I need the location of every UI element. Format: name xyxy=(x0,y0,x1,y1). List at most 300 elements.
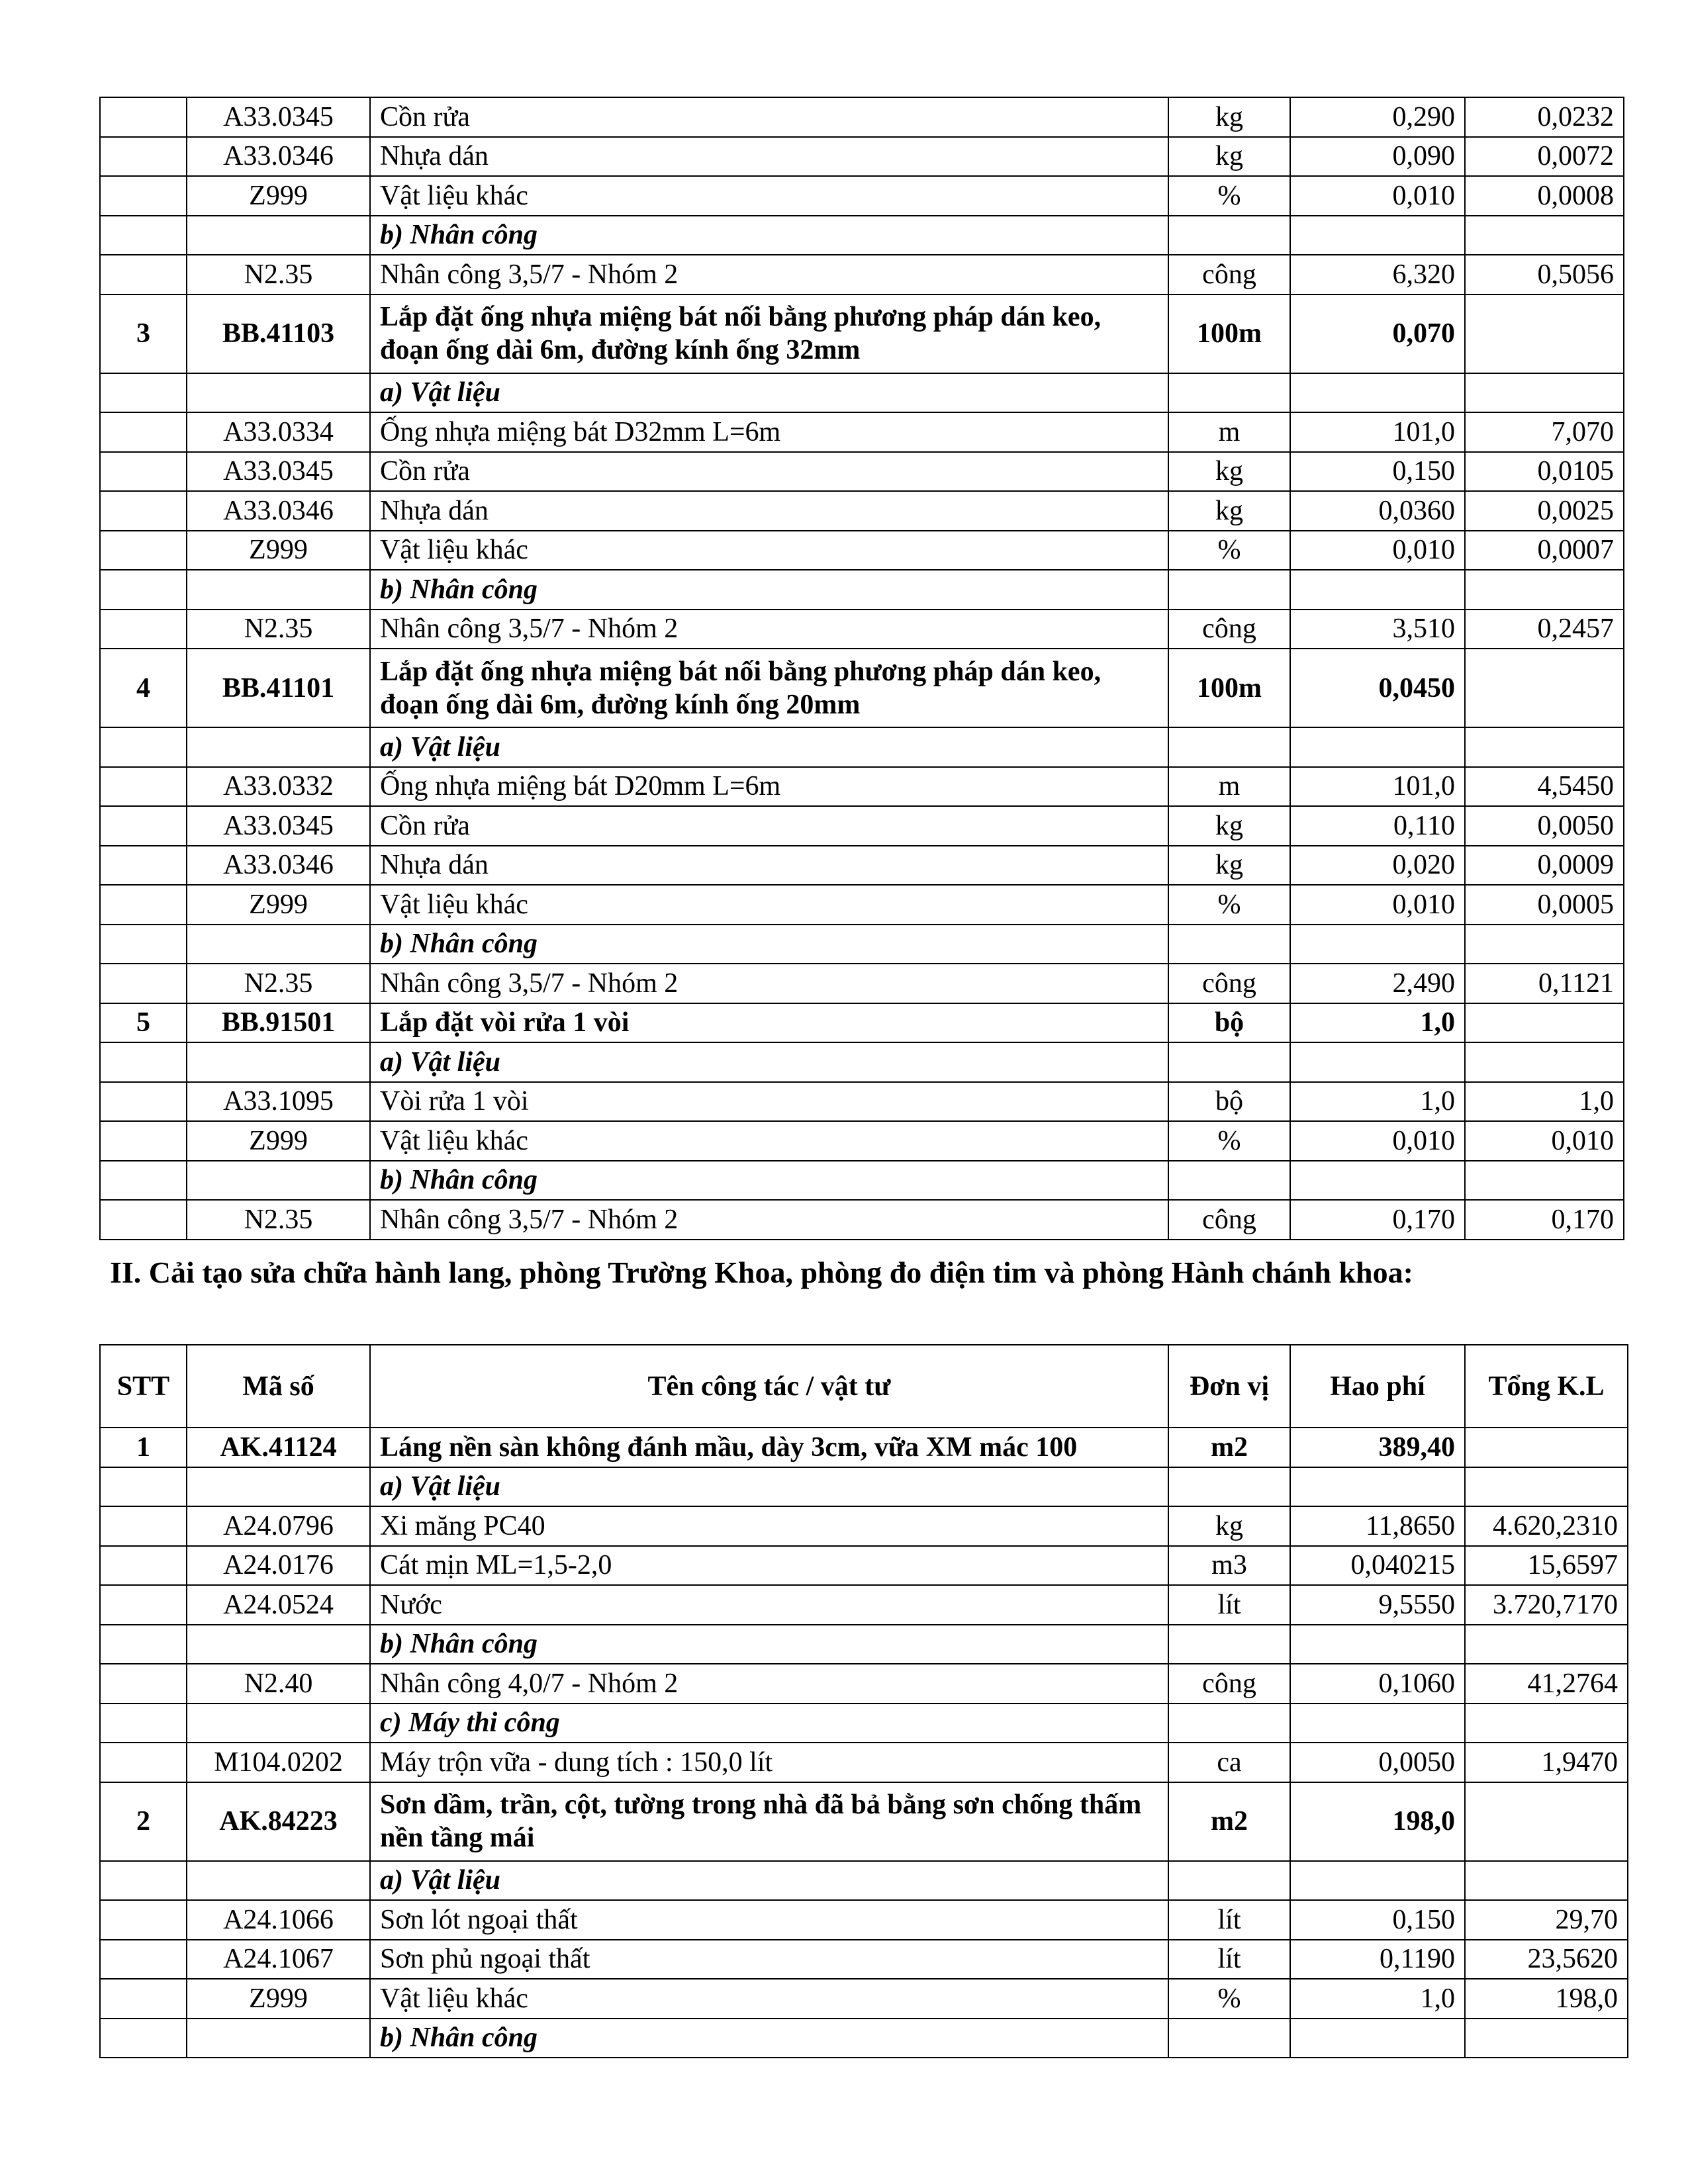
cell-name: c) Máy thi công xyxy=(370,1704,1168,1743)
cell-total: 3.720,7170 xyxy=(1465,1585,1628,1625)
cell-stt xyxy=(100,806,187,846)
cell-rate xyxy=(1290,2019,1465,2058)
cell-stt xyxy=(100,1743,187,1782)
cell-unit xyxy=(1168,1861,1290,1901)
cell-rate: 3,510 xyxy=(1290,610,1465,649)
cell-stt xyxy=(100,1664,187,1704)
cell-rate xyxy=(1290,1704,1465,1743)
cell-code xyxy=(187,1042,370,1082)
cell-code: A33.0345 xyxy=(187,806,370,846)
cell-unit: lít xyxy=(1168,1940,1290,1979)
cell-unit: kg xyxy=(1168,452,1290,492)
cell-name: Máy trộn vữa - dung tích : 150,0 lít xyxy=(370,1743,1168,1782)
cell-total: 4.620,2310 xyxy=(1465,1506,1628,1546)
cell-stt xyxy=(100,1585,187,1625)
cell-total: 0,0105 xyxy=(1465,452,1624,492)
cell-code: A33.0346 xyxy=(187,491,370,531)
section-row xyxy=(100,727,1624,767)
cell-name: Nhân công 3,5/7 - Nhóm 2 xyxy=(370,964,1168,1003)
cell-rate: 11,8650 xyxy=(1290,1506,1465,1546)
cell-rate: 6,320 xyxy=(1290,255,1465,295)
table-row xyxy=(100,1979,1628,2019)
cell-name: Láng nền sàn không đánh mầu, dày 3cm, vữa XM mác 100 xyxy=(370,1428,1168,1467)
cell-name: Ống nhựa miệng bát D20mm L=6m xyxy=(370,767,1168,807)
header-rate: Hao phí xyxy=(1290,1345,1465,1428)
cell-rate: 0,090 xyxy=(1290,137,1465,177)
cell-stt: 2 xyxy=(100,1782,187,1861)
cell-rate: 1,0 xyxy=(1290,1082,1465,1122)
section-row xyxy=(100,216,1624,255)
cell-stt xyxy=(100,1467,187,1507)
cell-rate: 0,070 xyxy=(1290,295,1465,373)
cell-total: 0,0025 xyxy=(1465,491,1624,531)
cell-stt xyxy=(100,1940,187,1979)
cell-rate xyxy=(1290,373,1465,413)
cell-unit xyxy=(1168,925,1290,964)
table-row xyxy=(100,1664,1628,1704)
cell-unit: % xyxy=(1168,531,1290,570)
task-row xyxy=(100,295,1624,373)
cell-stt: 5 xyxy=(100,1003,187,1043)
cell-name: b) Nhân công xyxy=(370,570,1168,610)
cell-stt xyxy=(100,1121,187,1161)
table-header-row xyxy=(100,1345,1628,1428)
cell-name: a) Vật liệu xyxy=(370,373,1168,413)
cell-unit: m xyxy=(1168,412,1290,452)
cell-code: Z999 xyxy=(187,1979,370,2019)
cell-unit xyxy=(1168,1704,1290,1743)
section-row xyxy=(100,1467,1628,1507)
cell-total xyxy=(1465,373,1624,413)
cell-rate: 0,150 xyxy=(1290,452,1465,492)
table-row xyxy=(100,885,1624,925)
cell-stt xyxy=(100,1861,187,1901)
cell-total: 41,2764 xyxy=(1465,1664,1628,1704)
cell-code xyxy=(187,1161,370,1201)
cell-name: Vật liệu khác xyxy=(370,1121,1168,1161)
cell-stt: 3 xyxy=(100,295,187,373)
cell-code xyxy=(187,1861,370,1901)
cell-rate: 0,170 xyxy=(1290,1200,1465,1240)
cell-rate: 389,40 xyxy=(1290,1428,1465,1467)
task-row xyxy=(100,1782,1628,1861)
cell-rate: 0,1060 xyxy=(1290,1664,1465,1704)
cell-total: 0,1121 xyxy=(1465,964,1624,1003)
cell-stt xyxy=(100,1704,187,1743)
cell-stt xyxy=(100,255,187,295)
cell-total: 0,0050 xyxy=(1465,806,1624,846)
cell-name: b) Nhân công xyxy=(370,216,1168,255)
cell-name: Cồn rửa xyxy=(370,452,1168,492)
cell-unit xyxy=(1168,1042,1290,1082)
cell-code xyxy=(187,373,370,413)
cell-code xyxy=(187,570,370,610)
cell-total: 1,0 xyxy=(1465,1082,1624,1122)
cell-rate: 0,110 xyxy=(1290,806,1465,846)
cell-total: 198,0 xyxy=(1465,1979,1628,2019)
cell-rate: 0,0050 xyxy=(1290,1743,1465,1782)
cell-code: A33.0346 xyxy=(187,137,370,177)
cell-unit: % xyxy=(1168,885,1290,925)
table-row xyxy=(100,412,1624,452)
cell-rate xyxy=(1290,727,1465,767)
cell-name: Nhân công 4,0/7 - Nhóm 2 xyxy=(370,1664,1168,1704)
cell-total: 0,0008 xyxy=(1465,176,1624,216)
cell-rate xyxy=(1290,1625,1465,1664)
cell-unit: m2 xyxy=(1168,1428,1290,1467)
cell-unit: m3 xyxy=(1168,1546,1290,1586)
cell-rate: 0,040215 xyxy=(1290,1546,1465,1586)
cell-name: Lắp đặt ống nhựa miệng bát nối bằng phương pháp dán keo, đoạn ống dài 6m, đường kính ống 20mm xyxy=(370,649,1168,727)
cell-code: BB.41103 xyxy=(187,295,370,373)
table-row xyxy=(100,531,1624,570)
cell-stt xyxy=(100,767,187,807)
cell-rate xyxy=(1290,570,1465,610)
table-row xyxy=(100,255,1624,295)
cell-stt xyxy=(100,1161,187,1201)
cell-code: BB.91501 xyxy=(187,1003,370,1043)
cell-rate xyxy=(1290,216,1465,255)
section-row xyxy=(100,2019,1628,2058)
cell-stt xyxy=(100,531,187,570)
cell-total xyxy=(1465,1861,1628,1901)
cell-code: BB.41101 xyxy=(187,649,370,727)
cell-rate: 9,5550 xyxy=(1290,1585,1465,1625)
cell-stt xyxy=(100,727,187,767)
cell-unit xyxy=(1168,727,1290,767)
cell-rate: 0,010 xyxy=(1290,885,1465,925)
cell-code: N2.35 xyxy=(187,255,370,295)
cell-total xyxy=(1465,295,1624,373)
cell-unit: lít xyxy=(1168,1585,1290,1625)
cell-name: a) Vật liệu xyxy=(370,1042,1168,1082)
table-row xyxy=(100,1900,1628,1940)
cell-unit: % xyxy=(1168,1979,1290,2019)
cell-total: 0,0007 xyxy=(1465,531,1624,570)
cell-rate: 0,0360 xyxy=(1290,491,1465,531)
cell-unit: công xyxy=(1168,1200,1290,1240)
cell-name: Vật liệu khác xyxy=(370,531,1168,570)
cell-unit: kg xyxy=(1168,137,1290,177)
cell-name: Lắp đặt vòi rửa 1 vòi xyxy=(370,1003,1168,1043)
cell-name: Sơn phủ ngoại thất xyxy=(370,1940,1168,1979)
table-row xyxy=(100,176,1624,216)
cell-rate: 0,010 xyxy=(1290,1121,1465,1161)
table-row xyxy=(100,1121,1624,1161)
cost-table-continued xyxy=(99,97,1624,1240)
cell-total: 15,6597 xyxy=(1465,1546,1628,1586)
section-row xyxy=(100,1625,1628,1664)
cell-name: Vật liệu khác xyxy=(370,176,1168,216)
cell-stt xyxy=(100,1042,187,1082)
cell-unit xyxy=(1168,570,1290,610)
cell-unit: công xyxy=(1168,610,1290,649)
cell-code: AK.41124 xyxy=(187,1428,370,1467)
task-row xyxy=(100,649,1624,727)
cell-stt xyxy=(100,491,187,531)
cell-stt xyxy=(100,846,187,886)
table-row xyxy=(100,1546,1628,1586)
table-row xyxy=(100,610,1624,649)
cell-unit xyxy=(1168,216,1290,255)
cell-rate xyxy=(1290,1861,1465,1901)
cell-rate: 2,490 xyxy=(1290,964,1465,1003)
cell-total xyxy=(1465,1161,1624,1201)
cell-code: N2.35 xyxy=(187,610,370,649)
table-row xyxy=(100,1585,1628,1625)
cell-unit xyxy=(1168,2019,1290,2058)
cell-total: 0,0072 xyxy=(1465,137,1624,177)
cell-total xyxy=(1465,727,1624,767)
cell-stt xyxy=(100,610,187,649)
cell-total: 0,0005 xyxy=(1465,885,1624,925)
cell-code: A33.0345 xyxy=(187,97,370,137)
cell-name: Xi măng PC40 xyxy=(370,1506,1168,1546)
cell-code xyxy=(187,1625,370,1664)
table-row xyxy=(100,1506,1628,1546)
cell-code: A33.0345 xyxy=(187,452,370,492)
cell-unit: công xyxy=(1168,255,1290,295)
cell-name: Vòi rửa 1 vòi xyxy=(370,1082,1168,1122)
cell-name: Nước xyxy=(370,1585,1168,1625)
cell-total xyxy=(1465,1467,1628,1507)
cell-stt xyxy=(100,1546,187,1586)
cell-code: A33.1095 xyxy=(187,1082,370,1122)
cell-unit: kg xyxy=(1168,97,1290,137)
cell-rate: 0,150 xyxy=(1290,1900,1465,1940)
cell-name: Cát mịn ML=1,5-2,0 xyxy=(370,1546,1168,1586)
cell-rate: 101,0 xyxy=(1290,412,1465,452)
cell-code: Z999 xyxy=(187,885,370,925)
task-row xyxy=(100,1428,1628,1467)
table-row xyxy=(100,846,1624,886)
cell-total xyxy=(1465,1704,1628,1743)
cell-code: M104.0202 xyxy=(187,1743,370,1782)
cell-total: 29,70 xyxy=(1465,1900,1628,1940)
table-row xyxy=(100,1200,1624,1240)
cell-stt: 4 xyxy=(100,649,187,727)
cell-unit xyxy=(1168,1467,1290,1507)
cell-total: 23,5620 xyxy=(1465,1940,1628,1979)
cell-name: Nhân công 3,5/7 - Nhóm 2 xyxy=(370,1200,1168,1240)
section-row xyxy=(100,1861,1628,1901)
cell-name: b) Nhân công xyxy=(370,1161,1168,1201)
cell-name: b) Nhân công xyxy=(370,1625,1168,1664)
cell-name: Nhựa dán xyxy=(370,137,1168,177)
cell-total xyxy=(1465,2019,1628,2058)
cell-rate: 0,010 xyxy=(1290,531,1465,570)
header-total: Tổng K.L xyxy=(1465,1345,1628,1428)
cell-code: N2.35 xyxy=(187,1200,370,1240)
cell-code xyxy=(187,2019,370,2058)
cell-name: Ống nhựa miệng bát D32mm L=6m xyxy=(370,412,1168,452)
cell-stt xyxy=(100,1900,187,1940)
section-row xyxy=(100,1704,1628,1743)
cell-name: Sơn lót ngoại thất xyxy=(370,1900,1168,1940)
cell-rate: 198,0 xyxy=(1290,1782,1465,1861)
cell-total: 1,9470 xyxy=(1465,1743,1628,1782)
cell-rate xyxy=(1290,1042,1465,1082)
cell-total xyxy=(1465,216,1624,255)
cell-code xyxy=(187,1467,370,1507)
cell-stt xyxy=(100,1506,187,1546)
section-row xyxy=(100,570,1624,610)
cell-unit: kg xyxy=(1168,1506,1290,1546)
cell-total: 0,2457 xyxy=(1465,610,1624,649)
cell-total: 7,070 xyxy=(1465,412,1624,452)
cell-name: a) Vật liệu xyxy=(370,1861,1168,1901)
cell-code: Z999 xyxy=(187,1121,370,1161)
table-row xyxy=(100,97,1624,137)
cell-unit: lít xyxy=(1168,1900,1290,1940)
cell-name: Sơn dầm, trần, cột, tường trong nhà đã bả bằng sơn chống thấm nền tầng mái xyxy=(370,1782,1168,1861)
cell-name: a) Vật liệu xyxy=(370,727,1168,767)
table-row xyxy=(100,137,1624,177)
cell-unit: m2 xyxy=(1168,1782,1290,1861)
cell-total xyxy=(1465,570,1624,610)
cell-stt xyxy=(100,2019,187,2058)
cell-unit: % xyxy=(1168,1121,1290,1161)
table-row xyxy=(100,1743,1628,1782)
cell-code: Z999 xyxy=(187,531,370,570)
cell-stt xyxy=(100,885,187,925)
cell-unit: công xyxy=(1168,964,1290,1003)
cell-name: b) Nhân công xyxy=(370,2019,1168,2058)
cell-name: Nhựa dán xyxy=(370,846,1168,886)
cell-unit xyxy=(1168,1161,1290,1201)
cell-stt xyxy=(100,137,187,177)
cell-stt xyxy=(100,373,187,413)
cell-rate: 0,0450 xyxy=(1290,649,1465,727)
cell-total: 0,0232 xyxy=(1465,97,1624,137)
cell-total xyxy=(1465,1042,1624,1082)
cell-unit: kg xyxy=(1168,491,1290,531)
section-heading: II. Cải tạo sửa chữa hành lang, phòng Trường Khoa, phòng đo điện tim và phòng Hành chánh khoa: xyxy=(110,1255,1413,1289)
cell-total: 0,5056 xyxy=(1465,255,1624,295)
cell-total xyxy=(1465,649,1624,727)
cell-code: A24.0524 xyxy=(187,1585,370,1625)
cell-rate: 0,290 xyxy=(1290,97,1465,137)
cell-code: A24.1066 xyxy=(187,1900,370,1940)
cell-rate xyxy=(1290,925,1465,964)
cell-unit: 100m xyxy=(1168,295,1290,373)
cell-name: Nhựa dán xyxy=(370,491,1168,531)
cell-stt xyxy=(100,925,187,964)
cell-unit: % xyxy=(1168,176,1290,216)
cell-stt xyxy=(100,1200,187,1240)
table-row xyxy=(100,1082,1624,1122)
cell-unit: ca xyxy=(1168,1743,1290,1782)
cell-code xyxy=(187,1704,370,1743)
cell-code: AK.84223 xyxy=(187,1782,370,1861)
cell-total xyxy=(1465,1428,1628,1467)
cell-stt xyxy=(100,216,187,255)
cell-total: 0,170 xyxy=(1465,1200,1624,1240)
cell-unit xyxy=(1168,1625,1290,1664)
cell-total: 0,010 xyxy=(1465,1121,1624,1161)
cell-stt xyxy=(100,964,187,1003)
header-unit: Đơn vị xyxy=(1168,1345,1290,1428)
header-stt: STT xyxy=(100,1345,187,1428)
cell-name: Vật liệu khác xyxy=(370,885,1168,925)
task-row xyxy=(100,1003,1624,1043)
cell-rate: 101,0 xyxy=(1290,767,1465,807)
cell-stt xyxy=(100,452,187,492)
table-row xyxy=(100,806,1624,846)
cell-name: Nhân công 3,5/7 - Nhóm 2 xyxy=(370,610,1168,649)
cell-code: A33.0346 xyxy=(187,846,370,886)
cell-name: Nhân công 3,5/7 - Nhóm 2 xyxy=(370,255,1168,295)
cell-code: A24.1067 xyxy=(187,1940,370,1979)
header-name: Tên công tác / vật tư xyxy=(370,1345,1168,1428)
cell-name: Cồn rửa xyxy=(370,97,1168,137)
cell-code: A33.0332 xyxy=(187,767,370,807)
cell-unit: 100m xyxy=(1168,649,1290,727)
table-row xyxy=(100,491,1624,531)
cell-stt xyxy=(100,1082,187,1122)
cell-stt xyxy=(100,176,187,216)
cell-code: Z999 xyxy=(187,176,370,216)
cell-code xyxy=(187,727,370,767)
cell-total xyxy=(1465,925,1624,964)
cell-name: Cồn rửa xyxy=(370,806,1168,846)
section-row xyxy=(100,1042,1624,1082)
cell-rate: 1,0 xyxy=(1290,1003,1465,1043)
cell-unit: kg xyxy=(1168,846,1290,886)
cell-stt xyxy=(100,1625,187,1664)
table-row xyxy=(100,964,1624,1003)
cell-name: b) Nhân công xyxy=(370,925,1168,964)
cell-code xyxy=(187,216,370,255)
cell-rate: 0,010 xyxy=(1290,176,1465,216)
cell-unit xyxy=(1168,373,1290,413)
section-row xyxy=(100,925,1624,964)
cell-total xyxy=(1465,1003,1624,1043)
cell-unit: công xyxy=(1168,1664,1290,1704)
cell-code: N2.35 xyxy=(187,964,370,1003)
cell-code: A33.0334 xyxy=(187,412,370,452)
cell-total: 0,0009 xyxy=(1465,846,1624,886)
cell-code xyxy=(187,925,370,964)
cell-stt xyxy=(100,570,187,610)
section-row xyxy=(100,373,1624,413)
cell-unit: bộ xyxy=(1168,1082,1290,1122)
table-row xyxy=(100,767,1624,807)
cell-total: 4,5450 xyxy=(1465,767,1624,807)
header-code: Mã số xyxy=(187,1345,370,1428)
cell-unit: m xyxy=(1168,767,1290,807)
cell-code: N2.40 xyxy=(187,1664,370,1704)
cell-rate: 0,1190 xyxy=(1290,1940,1465,1979)
cell-code: A24.0176 xyxy=(187,1546,370,1586)
cell-stt xyxy=(100,412,187,452)
cell-unit: kg xyxy=(1168,806,1290,846)
cell-stt xyxy=(100,97,187,137)
cell-total xyxy=(1465,1782,1628,1861)
cell-name: a) Vật liệu xyxy=(370,1467,1168,1507)
table-row xyxy=(100,452,1624,492)
cell-rate: 0,020 xyxy=(1290,846,1465,886)
cell-unit: bộ xyxy=(1168,1003,1290,1043)
cell-rate xyxy=(1290,1161,1465,1201)
cell-rate xyxy=(1290,1467,1465,1507)
table-row xyxy=(100,1940,1628,1979)
cell-rate: 1,0 xyxy=(1290,1979,1465,2019)
cost-table-section-2 xyxy=(99,1344,1628,2058)
cell-total xyxy=(1465,1625,1628,1664)
cell-code: A24.0796 xyxy=(187,1506,370,1546)
cell-stt xyxy=(100,1979,187,2019)
